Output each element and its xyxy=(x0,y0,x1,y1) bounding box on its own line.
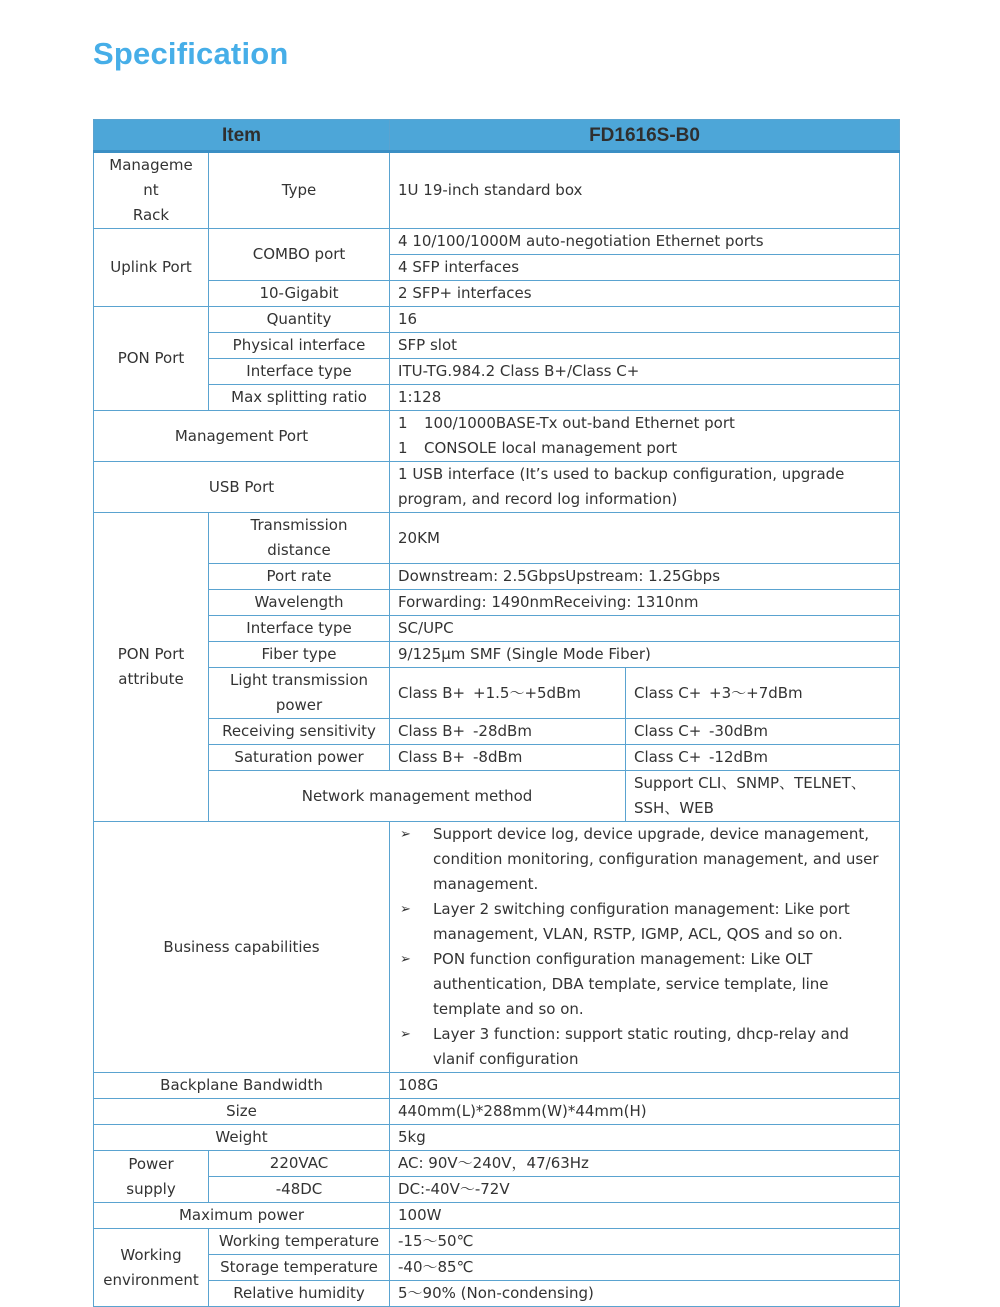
table-row xyxy=(94,1125,900,1151)
max-power-label: Maximum power xyxy=(94,1203,390,1229)
saturation-power-label: Saturation power xyxy=(209,745,390,771)
table-row xyxy=(94,1203,900,1229)
arrow-bullet-icon: ➢ xyxy=(400,902,411,917)
max-power-value: 100W xyxy=(390,1203,900,1229)
pon-row-value: 16 xyxy=(390,307,900,333)
table-row xyxy=(94,462,900,513)
table-row xyxy=(94,616,900,642)
table-row xyxy=(94,564,900,590)
humidity-value: 5～90% (Non-condensing) xyxy=(390,1281,900,1307)
port-rate-value xyxy=(390,564,900,590)
table-row xyxy=(94,590,900,616)
pon-row-label: Quantity xyxy=(209,307,390,333)
management-rack-label: Manageme nt Rack xyxy=(94,152,209,229)
arrow-bullet-icon: ➢ xyxy=(400,952,411,967)
table-row xyxy=(94,771,900,822)
table-row xyxy=(94,745,900,771)
business-capabilities-value xyxy=(390,822,900,1073)
pon-row-label: Interface type xyxy=(209,359,390,385)
storage-temp-value: -40～85℃ xyxy=(390,1255,900,1281)
working-temp-value: -15～50℃ xyxy=(390,1229,900,1255)
table-row xyxy=(94,719,900,745)
interface-type-label: Interface type xyxy=(209,616,390,642)
environment-label: Working environment xyxy=(94,1229,209,1307)
distance-label: Transmission distance xyxy=(209,513,390,564)
table-row xyxy=(94,152,900,229)
combo-port-label: COMBO port xyxy=(209,229,390,281)
header-item: Item xyxy=(94,120,390,152)
tx-power-class-c: Class C+ +3～+7dBm xyxy=(626,668,900,719)
weight-value: 5kg xyxy=(390,1125,900,1151)
list-item: ➢ Layer 3 function: support static routing, dhcp-relay and vlanif configuration xyxy=(398,1022,891,1072)
pon-row-label: Physical interface xyxy=(209,333,390,359)
size-label: Size xyxy=(94,1099,390,1125)
spec-table xyxy=(93,119,900,1307)
usb-port-label: USB Port xyxy=(94,462,390,513)
page-title: Specification xyxy=(93,36,289,71)
dc-value: DC:-40V～-72V xyxy=(390,1177,900,1203)
table-row xyxy=(94,513,900,564)
nms-label: Network management method xyxy=(209,771,626,822)
power-supply-label: Power supply xyxy=(94,1151,209,1203)
pon-attribute-label: PON Port attribute xyxy=(94,513,209,822)
backplane-label: Backplane Bandwidth xyxy=(94,1073,390,1099)
table-row xyxy=(94,281,900,307)
list-item: ➢ PON function configuration management: Like OLT authentication, DBA template, service template, line template and so on. xyxy=(398,947,891,1022)
dc-label: -48DC xyxy=(209,1177,390,1203)
rx-sensitivity-label: Receiving sensitivity xyxy=(209,719,390,745)
arrow-bullet-icon: ➢ xyxy=(400,1027,411,1042)
table-row xyxy=(94,333,900,359)
humidity-label: Relative humidity xyxy=(209,1281,390,1307)
table-row xyxy=(94,668,900,719)
pon-row-value: ITU-TG.984.2 Class B+/Class C+ xyxy=(390,359,900,385)
wavelength-forwarding: Forwarding: 1490nm xyxy=(398,593,554,611)
pon-port-label: PON Port xyxy=(94,307,209,411)
saturation-class-c: Class C+ -12dBm xyxy=(626,745,900,771)
tx-power-label: Light transmission power xyxy=(209,668,390,719)
business-capabilities-label: Business capabilities xyxy=(94,822,390,1073)
management-port-label: Management Port xyxy=(94,411,390,462)
port-rate-down: Downstream: 2.5Gbps xyxy=(398,567,566,585)
backplane-value: 108G xyxy=(390,1073,900,1099)
port-rate-label: Port rate xyxy=(209,564,390,590)
pon-row-value: 1:128 xyxy=(390,385,900,411)
header-row xyxy=(94,120,900,152)
table-row xyxy=(94,229,900,255)
tengig-value: 2 SFP+ interfaces xyxy=(390,281,900,307)
table-row xyxy=(94,411,900,462)
combo-port-value-2: 4 SFP interfaces xyxy=(390,255,900,281)
fiber-type-label: Fiber type xyxy=(209,642,390,668)
table-row xyxy=(94,822,900,1073)
type-label: Type xyxy=(209,152,390,229)
tengig-label: 10-Gigabit xyxy=(209,281,390,307)
arrow-bullet-icon: ➢ xyxy=(400,827,411,842)
wavelength-value xyxy=(390,590,900,616)
usb-port-value: 1 USB interface (It’s used to backup configuration, upgrade program, and record log information) xyxy=(390,462,900,513)
type-value: 1U 19-inch standard box xyxy=(390,152,900,229)
weight-label: Weight xyxy=(94,1125,390,1151)
tx-power-class-b: Class B+ +1.5～+5dBm xyxy=(390,668,626,719)
list-item: ➢ Support device log, device upgrade, device management, condition monitoring, configuration management, and user management. xyxy=(398,822,891,897)
table-row xyxy=(94,307,900,333)
table-row xyxy=(94,1281,900,1307)
port-rate-up: Upstream: 1.25Gbps xyxy=(565,567,721,585)
list-item: ➢ Layer 2 switching configuration management: Like port management, VLAN, RSTP, IGMP, ACL, QOS and so on. xyxy=(398,897,891,947)
wavelength-label: Wavelength xyxy=(209,590,390,616)
wavelength-receiving: Receiving: 1310nm xyxy=(553,593,699,611)
management-port-value: 1 100/1000BASE-Tx out-band Ethernet port 1 CONSOLE local management port xyxy=(390,411,900,462)
table-row xyxy=(94,359,900,385)
table-row xyxy=(94,1177,900,1203)
rx-sensitivity-class-b: Class B+ -28dBm xyxy=(390,719,626,745)
table-row xyxy=(94,1099,900,1125)
rx-sensitivity-class-c: Class C+ -30dBm xyxy=(626,719,900,745)
nms-value: Support CLI、SNMP、TELNET、SSH、WEB xyxy=(626,771,900,822)
storage-temp-label: Storage temperature xyxy=(209,1255,390,1281)
capabilities-list xyxy=(398,822,891,1072)
table-row xyxy=(94,642,900,668)
table-row xyxy=(94,1073,900,1099)
pon-row-label: Max splitting ratio xyxy=(209,385,390,411)
pon-row-value: SFP slot xyxy=(390,333,900,359)
combo-port-value-1: 4 10/100/1000M auto-negotiation Ethernet ports xyxy=(390,229,900,255)
table-row xyxy=(94,1229,900,1255)
distance-value: 20KM xyxy=(390,513,900,564)
saturation-class-b: Class B+ -8dBm xyxy=(390,745,626,771)
interface-type-value: SC/UPC xyxy=(390,616,900,642)
working-temp-label: Working temperature xyxy=(209,1229,390,1255)
ac-value: AC: 90V～240V，47/63Hz xyxy=(390,1151,900,1177)
size-value: 440mm(L)*288mm(W)*44mm(H) xyxy=(390,1099,900,1125)
ac-label: 220VAC xyxy=(209,1151,390,1177)
uplink-port-label: Uplink Port xyxy=(94,229,209,307)
fiber-type-value: 9/125μm SMF (Single Mode Fiber) xyxy=(390,642,900,668)
header-model: FD1616S-B0 xyxy=(390,120,900,152)
table-row xyxy=(94,385,900,411)
table-row xyxy=(94,1151,900,1177)
